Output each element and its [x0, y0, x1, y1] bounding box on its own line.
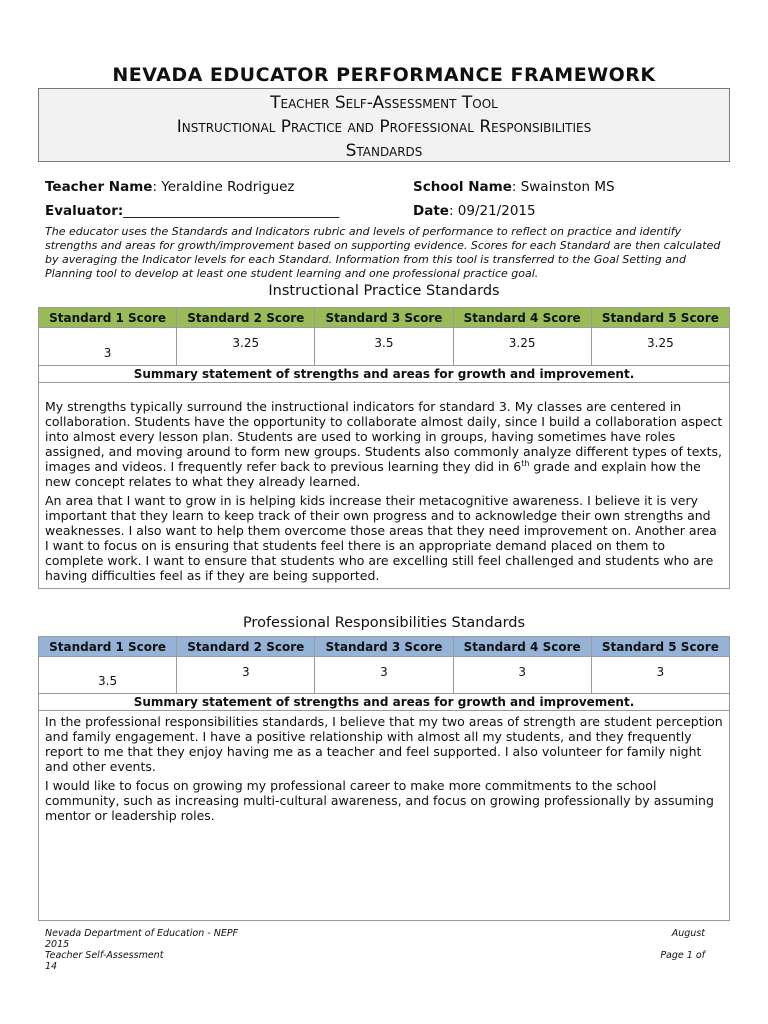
footer-department: Nevada Department of Education - NEPF [45, 928, 239, 939]
date-label: Date [413, 203, 449, 219]
professional-strengths-text: In the professional responsibilities standards, I believe that my two areas of strength are student perception and family engagement. I have a positive relationship with almost all my students, and they frequently report to me that they enjoy having me as a teacher and feel supported. I also volunteer for family night and other events. [45, 714, 723, 774]
intro-text: The educator uses the Standards and Indicators rubric and levels of performance to reflect on practice and identify strengths and areas for growth/improvement based on supporting evidence. Scores for each Standard are then calculated by averaging the Indicator levels for each Standard. Information from this tool is transferred to the Goal Setting and Planning tool to develop at least one student learning and one professional practice goal. [45, 225, 721, 280]
footer-document-name: Teacher Self-Assessment [45, 950, 164, 961]
table-header: Standard 1 Score [39, 637, 177, 657]
score-cell: 3 [39, 328, 177, 366]
table-header: Standard 5 Score [591, 637, 729, 657]
instructional-heading: Instructional Practice Standards [268, 283, 500, 299]
table-header-row [39, 308, 730, 328]
score-cell: 3 [453, 657, 591, 694]
instructional-growth-text: An area that I want to grow in is helping kids increase their metacognitive awareness. I believe it is very important that they learn to keep track of their own progress and to acknowledge their own strengths and weaknesses. I also want to help them overcome those areas that they need improvement on. Another area I want to focus on is ensuring that students feel there is an appropriate demand placed on them to complete work. I want to ensure that students who are excelling still feel challenged and students who are having difficulties feel as if they are being supported. [45, 493, 717, 583]
teacher-name-field [45, 179, 295, 195]
score-cell: 3.25 [591, 328, 729, 366]
table-header: Standard 3 Score [315, 637, 453, 657]
evaluator-value: ________________________________ [123, 203, 340, 219]
professional-growth-text: I would like to focus on growing my professional career to make more commitments to the school community, such as increasing multi-cultural awareness, and focus on growing professionally by assuming mentor or leadership roles. [45, 778, 714, 823]
summary-row [39, 694, 730, 711]
instructional-strengths-text: My strengths typically surround the instructional indicators for standard 3. My classes are centered in collaboration. Students have the opportunity to collaborate almost daily, since I build a collaboration aspect into almost every lesson plan. Students are used to working in groups, having sometimes have roles assigned, and moving around to form new groups. Students also commonly analyze different types of texts, images and videos. I frequently refer back to previous learning they did in 6th grade and explain how the new concept relates to what they already learned. [45, 399, 723, 489]
table-header: Standard 4 Score [453, 308, 591, 328]
score-cell: 3.5 [39, 657, 177, 694]
footer-left [45, 928, 238, 972]
professional-summary-box [38, 711, 730, 921]
instructional-score-table [38, 307, 730, 383]
score-cell: 3 [177, 657, 315, 694]
tool-subtitle-line1: Instructional Practice and Professional Responsibilities [176, 117, 592, 137]
footer-page-total: 14 [45, 961, 58, 972]
footer-right [660, 928, 705, 961]
title-box [38, 88, 730, 162]
table-row [39, 328, 730, 366]
score-cell: 3 [315, 657, 453, 694]
school-name-value: : Swainston MS [511, 179, 615, 195]
score-cell: 3.5 [315, 328, 453, 366]
school-name-field [413, 179, 615, 195]
page-footer [45, 928, 725, 988]
table-header: Standard 2 Score [177, 637, 315, 657]
summary-row [39, 366, 730, 383]
score-cell: 3 [591, 657, 729, 694]
table-header: Standard 4 Score [453, 637, 591, 657]
table-header: Standard 3 Score [315, 308, 453, 328]
table-header: Standard 5 Score [591, 308, 729, 328]
instructional-summary-box [38, 383, 730, 589]
score-cell: 3.25 [177, 328, 315, 366]
evaluator-label: Evaluator: [45, 203, 124, 219]
professional-heading: Professional Responsibilities Standards [242, 615, 526, 631]
table-header: Standard 2 Score [177, 308, 315, 328]
tool-title: Teacher Self-Assessment Tool [270, 93, 498, 113]
tool-subtitle-line2: Standards [345, 141, 423, 161]
teacher-name-label: Teacher Name [45, 179, 153, 195]
score-cell: 3.25 [453, 328, 591, 366]
page-title: NEVADA EDUCATOR PERFORMANCE FRAMEWORK [112, 64, 656, 86]
date-field [413, 203, 536, 219]
summary-label: Summary statement of strengths and areas for growth and improvement. [39, 366, 730, 383]
professional-score-table [38, 636, 730, 711]
table-header-row [39, 637, 730, 657]
footer-page-number: Page 1 of [660, 950, 705, 961]
summary-label: Summary statement of strengths and areas for growth and improvement. [39, 694, 730, 711]
evaluator-field [45, 203, 339, 219]
school-name-label: School Name [413, 179, 512, 195]
footer-year: 2015 [45, 939, 70, 950]
table-header: Standard 1 Score [39, 308, 177, 328]
date-value: : 09/21/2015 [448, 203, 536, 219]
table-row [39, 657, 730, 694]
teacher-name-value: : Yeraldine Rodriguez [152, 179, 295, 195]
footer-month: August [671, 928, 705, 939]
